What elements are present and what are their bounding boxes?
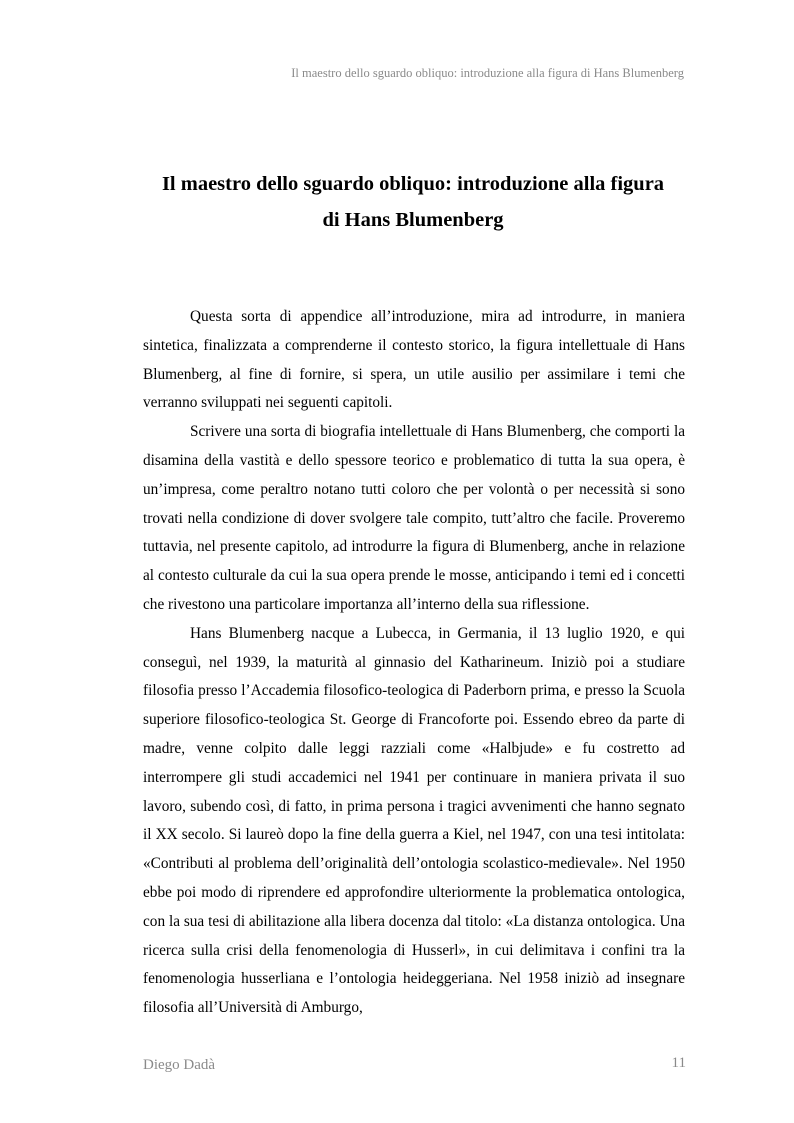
page-number: 11	[671, 1055, 686, 1071]
paragraph-2: Scrivere una sorta di biografia intellettuale di Hans Blumenberg, che comporti la disamina della vastità e dello spessore teorico e problematico di tutta la sua opera, è un’impresa, come peraltro notano tutti coloro che per volontà o per necessità si sono trovati nella condizione di dover svolgere tale compito, tutt’altro che facile. Proveremo tuttavia, nel presente capitolo, ad introdurre la figura di Blumenberg, anche in relazione al contesto culturale da cui la sua opera prende le mosse, anticipando i temi ed i concetti che rivestono una particolare importanza all’interno della sua riflessione.	[143, 423, 685, 613]
title-line-2: di Hans Blumenberg	[322, 209, 504, 231]
page-title	[140, 166, 686, 238]
footer-author: Diego Dadà	[143, 1057, 216, 1073]
running-header: Il maestro dello sguardo obliquo: introduzione alla figura di Hans Blumenberg	[291, 66, 684, 80]
paragraph-1: Questa sorta di appendice all’introduzione, mira ad introdurre, in maniera sintetica, finalizzata a comprenderne il contesto storico, la figura intellettuale di Hans Blumenberg, al fine di fornire, si spera, un utile ausilio per assimilare i temi che verranno sviluppati nei seguenti capitoli.	[143, 308, 685, 412]
paragraph-3: Hans Blumenberg nacque a Lubecca, in Germania, il 13 luglio 1920, e qui conseguì, nel 1939, la maturità al ginnasio del Katharineum. Iniziò poi a studiare filosofia presso l’Accademia filosofico-teologica di Paderborn prima, e presso la Scuola superiore filosofico-teologica St. George di Francoforte poi. Essendo ebreo da parte di madre, venne colpito dalle leggi razziali come «Halbjude» e fu costretto ad interrompere gli studi accademici nel 1941 per continuare in maniera privata il suo lavoro, subendo così, di fatto, in prima persona i tragici avvenimenti che hanno segnato il XX secolo. Si laureò dopo la fine della guerra a Kiel, nel 1947, con una tesi intitolata: «Contributi al problema dell’originalità dell’ontologia scolastico-medievale». Nel 1950 ebbe poi modo di riprendere ed approfondire ulteriormente la problematica ontologica, con la sua tesi di abilitazione alla libera docenza dal titolo: «La distanza ontologica. Una ricerca sulla crisi della fenomenologia di Husserl», in cui delimitava i confini tra la fenomenologia husserliana e l’ontologia heideggeriana. Nel 1958 iniziò ad insegnare filosofia all’Università di Amburgo,	[143, 624, 685, 1017]
body-text	[143, 303, 685, 1023]
title-line-1: Il maestro dello sguardo obliquo: introduzione alla figura	[161, 173, 665, 195]
